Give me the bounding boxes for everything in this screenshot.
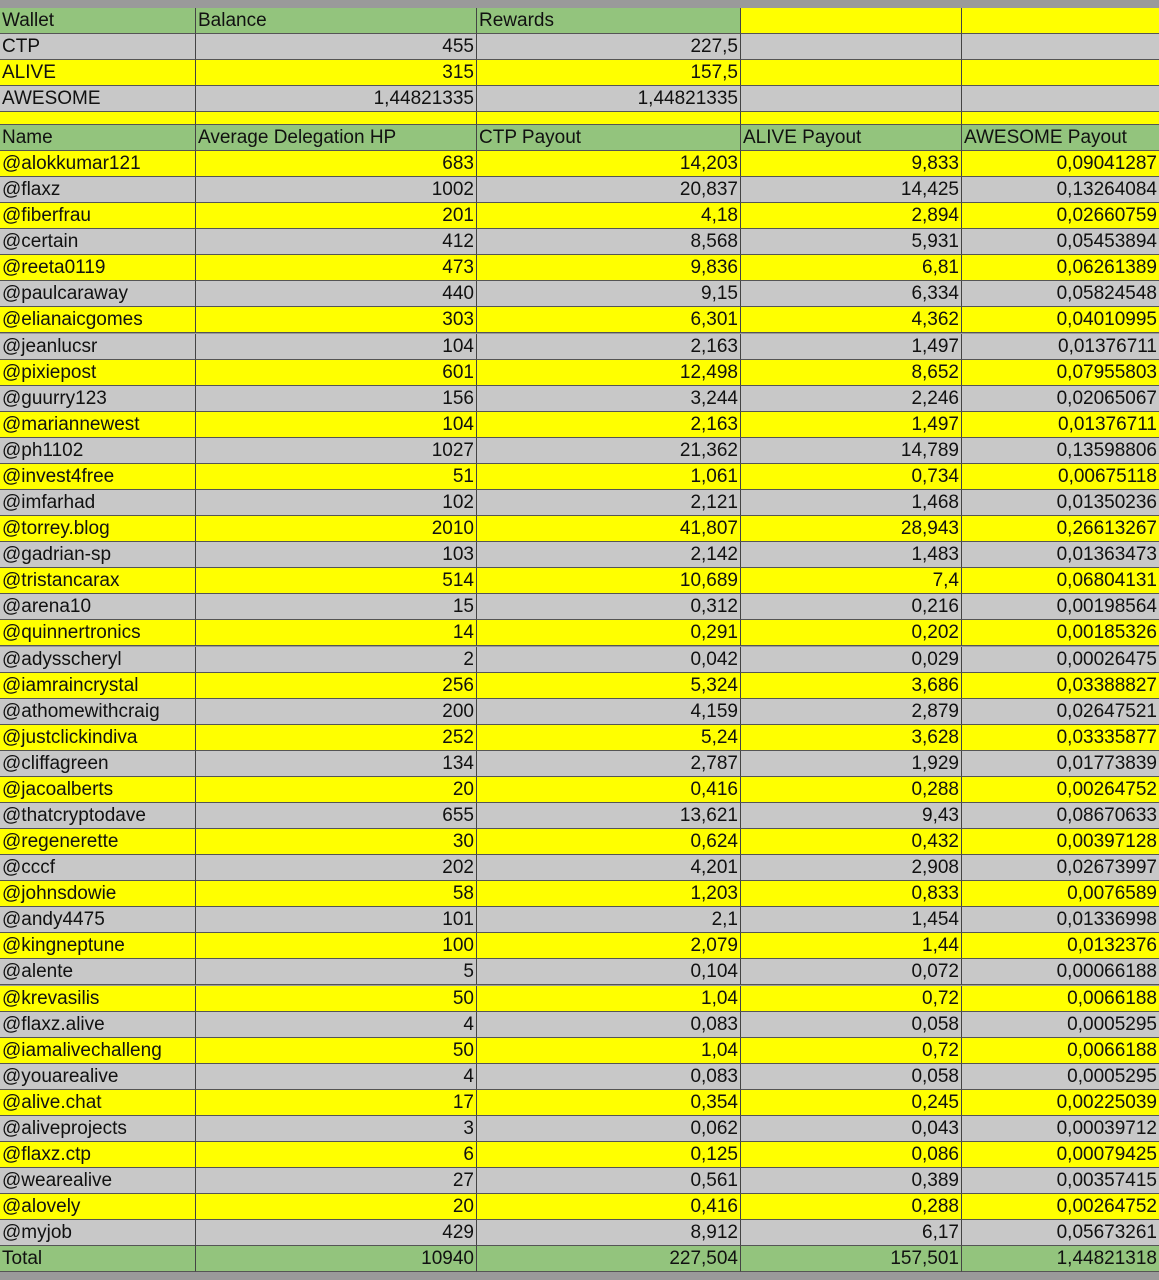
alive-payout-cell[interactable]: 2,246 [741, 386, 962, 412]
hp-cell[interactable]: 683 [196, 151, 477, 177]
alive-payout-cell[interactable]: 7,4 [741, 568, 962, 594]
total-hp-cell[interactable]: 10940 [196, 1246, 477, 1272]
alive-payout-cell[interactable]: 1,454 [741, 907, 962, 933]
hp-cell[interactable]: 440 [196, 281, 477, 307]
name-cell[interactable]: @youarealive [0, 1064, 196, 1090]
name-header-cell[interactable]: Name [0, 125, 196, 151]
ctp-payout-cell[interactable]: 2,142 [477, 542, 741, 568]
alive-payout-cell[interactable]: 14,425 [741, 177, 962, 203]
awesome-payout-cell[interactable]: 0,08670633 [962, 803, 1159, 829]
table-row [0, 177, 1159, 203]
wallet-rewards-cell[interactable]: 227,5 [477, 34, 741, 60]
name-cell[interactable]: @andy4475 [0, 907, 196, 933]
alive-payout-cell[interactable]: 2,894 [741, 203, 962, 229]
awesome-payout-cell[interactable]: 0,00225039 [962, 1090, 1159, 1116]
table-row [0, 620, 1159, 646]
awesome-payout-cell[interactable]: 0,01336998 [962, 907, 1159, 933]
hp-cell[interactable]: 4 [196, 1012, 477, 1038]
table-row [0, 1168, 1159, 1194]
empty-cell[interactable] [741, 34, 962, 60]
table-row [0, 1038, 1159, 1064]
wallet-header-row [0, 8, 1159, 34]
ctp-payout-cell[interactable]: 0,083 [477, 1064, 741, 1090]
hp-cell[interactable]: 50 [196, 1038, 477, 1064]
name-cell[interactable]: @athomewithcraig [0, 699, 196, 725]
table-row [0, 542, 1159, 568]
ctp-payout-cell[interactable]: 0,291 [477, 620, 741, 646]
awesome-header-cell[interactable]: AWESOME Payout [962, 125, 1159, 151]
table-row [0, 881, 1159, 907]
name-cell[interactable]: @flaxz [0, 177, 196, 203]
hp-cell[interactable]: 473 [196, 255, 477, 281]
table-row [0, 334, 1159, 360]
alive-payout-cell[interactable]: 2,879 [741, 699, 962, 725]
table-row [0, 829, 1159, 855]
table-row [0, 281, 1159, 307]
hp-cell[interactable]: 655 [196, 803, 477, 829]
name-cell[interactable]: @wearealive [0, 1168, 196, 1194]
table-row [0, 412, 1159, 438]
table-row [0, 933, 1159, 959]
name-cell[interactable]: @flaxz.alive [0, 1012, 196, 1038]
hp-cell[interactable]: 202 [196, 855, 477, 881]
ctp-payout-cell[interactable]: 4,159 [477, 699, 741, 725]
ctp-payout-cell[interactable]: 8,568 [477, 229, 741, 255]
hp-cell[interactable]: 134 [196, 751, 477, 777]
ctp-payout-cell[interactable]: 2,121 [477, 490, 741, 516]
ctp-payout-cell[interactable]: 2,163 [477, 334, 741, 360]
alive-header-cell[interactable]: ALIVE Payout [741, 125, 962, 151]
alive-payout-cell[interactable]: 0,245 [741, 1090, 962, 1116]
ctp-payout-cell[interactable]: 21,362 [477, 438, 741, 464]
ctp-payout-cell[interactable]: 2,1 [477, 907, 741, 933]
wallet-header-cell[interactable]: Wallet [0, 8, 196, 34]
table-row [0, 307, 1159, 333]
awesome-payout-cell[interactable]: 0,00185326 [962, 620, 1159, 646]
ctp-payout-cell[interactable]: 10,689 [477, 568, 741, 594]
table-row [0, 1064, 1159, 1090]
awesome-payout-cell[interactable]: 0,05824548 [962, 281, 1159, 307]
hp-cell[interactable]: 58 [196, 881, 477, 907]
awesome-payout-cell[interactable]: 0,00357415 [962, 1168, 1159, 1194]
ctp-payout-cell[interactable]: 5,24 [477, 725, 741, 751]
table-row [0, 490, 1159, 516]
awesome-payout-cell[interactable]: 0,0076589 [962, 881, 1159, 907]
alive-payout-cell[interactable]: 9,43 [741, 803, 962, 829]
awesome-payout-cell[interactable]: 0,06804131 [962, 568, 1159, 594]
hp-cell[interactable]: 103 [196, 542, 477, 568]
alive-payout-cell[interactable]: 0,216 [741, 594, 962, 620]
table-row [0, 464, 1159, 490]
name-cell[interactable]: @imfarhad [0, 490, 196, 516]
ctp-payout-cell[interactable]: 0,042 [477, 647, 741, 673]
table-row [0, 959, 1159, 985]
name-cell[interactable]: @myjob [0, 1220, 196, 1246]
alive-payout-cell[interactable]: 0,389 [741, 1168, 962, 1194]
name-cell[interactable]: @flaxz.ctp [0, 1142, 196, 1168]
hp-cell[interactable]: 50 [196, 986, 477, 1012]
table-row [0, 1194, 1159, 1220]
empty-cell[interactable] [962, 8, 1159, 34]
table-row [0, 1142, 1159, 1168]
awesome-payout-cell[interactable]: 0,03388827 [962, 673, 1159, 699]
alive-payout-cell[interactable]: 0,288 [741, 777, 962, 803]
table-row [0, 568, 1159, 594]
awesome-payout-cell[interactable]: 0,0005295 [962, 1064, 1159, 1090]
alive-payout-cell[interactable]: 0,432 [741, 829, 962, 855]
ctp-payout-cell[interactable]: 0,312 [477, 594, 741, 620]
name-cell[interactable]: @pixiepost [0, 360, 196, 386]
table-row [0, 360, 1159, 386]
ctp-payout-cell[interactable]: 1,04 [477, 986, 741, 1012]
awesome-payout-cell[interactable]: 0,06261389 [962, 255, 1159, 281]
hp-cell[interactable]: 156 [196, 386, 477, 412]
awesome-payout-cell[interactable]: 0,05673261 [962, 1220, 1159, 1246]
ctp-payout-cell[interactable]: 6,301 [477, 307, 741, 333]
hp-cell[interactable]: 201 [196, 203, 477, 229]
alive-payout-cell[interactable]: 1,468 [741, 490, 962, 516]
alive-payout-cell[interactable]: 1,44 [741, 933, 962, 959]
empty-cell[interactable] [196, 112, 477, 125]
table-row [0, 386, 1159, 412]
wallet-rewards-cell[interactable]: 157,5 [477, 60, 741, 86]
ctp-payout-cell[interactable]: 4,201 [477, 855, 741, 881]
awesome-payout-cell[interactable]: 0,01376711 [962, 412, 1159, 438]
awesome-payout-cell[interactable]: 0,00039712 [962, 1116, 1159, 1142]
hp-cell[interactable]: 4 [196, 1064, 477, 1090]
alive-payout-cell[interactable]: 0,202 [741, 620, 962, 646]
hp-cell[interactable]: 412 [196, 229, 477, 255]
wallet-balance-cell[interactable]: 1,44821335 [196, 86, 477, 112]
name-cell[interactable]: @certain [0, 229, 196, 255]
hp-cell[interactable]: 17 [196, 1090, 477, 1116]
awesome-payout-cell[interactable]: 0,02647521 [962, 699, 1159, 725]
spacer-row [0, 112, 1159, 125]
table-row [0, 255, 1159, 281]
hp-cell[interactable]: 252 [196, 725, 477, 751]
empty-cell[interactable] [477, 112, 741, 125]
name-cell[interactable]: @guurry123 [0, 386, 196, 412]
awesome-payout-cell[interactable]: 0,00264752 [962, 777, 1159, 803]
ctp-payout-cell[interactable]: 0,083 [477, 1012, 741, 1038]
ctp-payout-cell[interactable]: 0,354 [477, 1090, 741, 1116]
hp-cell[interactable]: 101 [196, 907, 477, 933]
alive-payout-cell[interactable]: 1,497 [741, 412, 962, 438]
table-row [0, 699, 1159, 725]
ctp-payout-cell[interactable]: 41,807 [477, 516, 741, 542]
awesome-payout-cell[interactable]: 0,0005295 [962, 1012, 1159, 1038]
alive-payout-cell[interactable]: 1,929 [741, 751, 962, 777]
ctp-payout-cell[interactable]: 13,621 [477, 803, 741, 829]
hp-cell[interactable]: 15 [196, 594, 477, 620]
wallet-row [0, 86, 1159, 112]
table-row [0, 438, 1159, 464]
ctp-payout-cell[interactable]: 5,324 [477, 673, 741, 699]
ctp-payout-cell[interactable]: 1,061 [477, 464, 741, 490]
alive-payout-cell[interactable]: 14,789 [741, 438, 962, 464]
name-cell[interactable]: @tristancarax [0, 568, 196, 594]
total-label-cell[interactable]: Total [0, 1246, 196, 1272]
alive-payout-cell[interactable]: 0,072 [741, 959, 962, 985]
hp-cell[interactable]: 102 [196, 490, 477, 516]
name-cell[interactable]: @alokkumar121 [0, 151, 196, 177]
name-cell[interactable]: @reeta0119 [0, 255, 196, 281]
awesome-payout-cell[interactable]: 0,05453894 [962, 229, 1159, 255]
awesome-payout-cell[interactable]: 0,13264084 [962, 177, 1159, 203]
table-row [0, 1090, 1159, 1116]
name-cell[interactable]: @alive.chat [0, 1090, 196, 1116]
awesome-payout-cell[interactable]: 0,00198564 [962, 594, 1159, 620]
alive-payout-cell[interactable]: 0,086 [741, 1142, 962, 1168]
empty-cell[interactable] [962, 112, 1159, 125]
alive-payout-cell[interactable]: 5,931 [741, 229, 962, 255]
table-row [0, 594, 1159, 620]
name-cell[interactable]: @adysscheryl [0, 647, 196, 673]
empty-cell[interactable] [741, 112, 962, 125]
hp-cell[interactable]: 14 [196, 620, 477, 646]
name-cell[interactable]: @jeanlucsr [0, 334, 196, 360]
table-row [0, 986, 1159, 1012]
name-cell[interactable]: @cccf [0, 855, 196, 881]
alive-payout-cell[interactable]: 4,362 [741, 307, 962, 333]
hp-cell[interactable]: 1027 [196, 438, 477, 464]
empty-cell[interactable] [0, 112, 196, 125]
hp-cell[interactable]: 51 [196, 464, 477, 490]
name-cell[interactable]: @alovely [0, 1194, 196, 1220]
name-cell[interactable]: @invest4free [0, 464, 196, 490]
ctp-payout-cell[interactable]: 2,163 [477, 412, 741, 438]
ctp-payout-cell[interactable]: 2,787 [477, 751, 741, 777]
table-header-row [0, 125, 1159, 151]
wallet-balance-cell[interactable]: 455 [196, 34, 477, 60]
awesome-payout-cell[interactable]: 0,00397128 [962, 829, 1159, 855]
hp-cell[interactable]: 601 [196, 360, 477, 386]
wallet-rewards-cell[interactable]: 1,44821335 [477, 86, 741, 112]
name-cell[interactable]: @paulcaraway [0, 281, 196, 307]
ctp-payout-cell[interactable]: 0,416 [477, 1194, 741, 1220]
ctp-payout-cell[interactable]: 8,912 [477, 1220, 741, 1246]
alive-payout-cell[interactable]: 0,029 [741, 647, 962, 673]
table-row [0, 516, 1159, 542]
table-row [0, 855, 1159, 881]
ctp-payout-cell[interactable]: 0,104 [477, 959, 741, 985]
table-row [0, 1220, 1159, 1246]
awesome-payout-cell[interactable]: 0,00026475 [962, 647, 1159, 673]
awesome-payout-cell[interactable]: 0,00079425 [962, 1142, 1159, 1168]
ctp-payout-cell[interactable]: 0,125 [477, 1142, 741, 1168]
name-cell[interactable]: @alente [0, 959, 196, 985]
wallet-row [0, 60, 1159, 86]
ctp-payout-cell[interactable]: 0,624 [477, 829, 741, 855]
alive-payout-cell[interactable]: 6,334 [741, 281, 962, 307]
name-cell[interactable]: @quinnertronics [0, 620, 196, 646]
awesome-payout-cell[interactable]: 0,26613267 [962, 516, 1159, 542]
ctp-payout-cell[interactable]: 3,244 [477, 386, 741, 412]
hp-cell[interactable]: 27 [196, 1168, 477, 1194]
hp-header-cell[interactable]: Average Delegation HP [196, 125, 477, 151]
table-row [0, 777, 1159, 803]
hp-cell[interactable]: 5 [196, 959, 477, 985]
total-row [0, 1246, 1159, 1272]
table-row [0, 151, 1159, 177]
name-cell[interactable]: @gadrian-sp [0, 542, 196, 568]
name-cell[interactable]: @iamraincrystal [0, 673, 196, 699]
awesome-payout-cell[interactable]: 0,0132376 [962, 933, 1159, 959]
ctp-payout-cell[interactable]: 2,079 [477, 933, 741, 959]
awesome-payout-cell[interactable]: 0,02660759 [962, 203, 1159, 229]
table-row [0, 751, 1159, 777]
hp-cell[interactable]: 2010 [196, 516, 477, 542]
awesome-payout-cell[interactable]: 0,04010995 [962, 307, 1159, 333]
empty-cell[interactable] [741, 86, 962, 112]
awesome-payout-cell[interactable]: 0,0066188 [962, 1038, 1159, 1064]
awesome-payout-cell[interactable]: 0,13598806 [962, 438, 1159, 464]
name-cell[interactable]: @elianaicgomes [0, 307, 196, 333]
ctp-header-cell[interactable]: CTP Payout [477, 125, 741, 151]
hp-cell[interactable]: 1002 [196, 177, 477, 203]
alive-payout-cell[interactable]: 9,833 [741, 151, 962, 177]
awesome-payout-cell[interactable]: 0,00675118 [962, 464, 1159, 490]
balance-header-cell[interactable]: Balance [196, 8, 477, 34]
hp-cell[interactable]: 104 [196, 334, 477, 360]
alive-payout-cell[interactable]: 1,497 [741, 334, 962, 360]
name-cell[interactable]: @ph1102 [0, 438, 196, 464]
ctp-payout-cell[interactable]: 20,837 [477, 177, 741, 203]
wallet-balance-cell[interactable]: 315 [196, 60, 477, 86]
hp-cell[interactable]: 256 [196, 673, 477, 699]
hp-cell[interactable]: 104 [196, 412, 477, 438]
table-row [0, 907, 1159, 933]
alive-payout-cell[interactable]: 28,943 [741, 516, 962, 542]
empty-cell[interactable] [962, 86, 1159, 112]
alive-payout-cell[interactable]: 0,043 [741, 1116, 962, 1142]
name-cell[interactable]: @torrey.blog [0, 516, 196, 542]
awesome-payout-cell[interactable]: 0,02673997 [962, 855, 1159, 881]
ctp-payout-cell[interactable]: 1,04 [477, 1038, 741, 1064]
table-row [0, 673, 1159, 699]
table-row [0, 647, 1159, 673]
hp-cell[interactable]: 6 [196, 1142, 477, 1168]
wallet-name-cell[interactable]: ALIVE [0, 60, 196, 86]
ctp-payout-cell[interactable]: 0,561 [477, 1168, 741, 1194]
ctp-payout-cell[interactable]: 0,416 [477, 777, 741, 803]
wallet-name-cell[interactable]: AWESOME [0, 86, 196, 112]
awesome-payout-cell[interactable]: 0,00264752 [962, 1194, 1159, 1220]
hp-cell[interactable]: 429 [196, 1220, 477, 1246]
empty-cell[interactable] [741, 60, 962, 86]
awesome-payout-cell[interactable]: 0,07955803 [962, 360, 1159, 386]
name-cell[interactable]: @thatcryptodave [0, 803, 196, 829]
rewards-header-cell[interactable]: Rewards [477, 8, 741, 34]
name-cell[interactable]: @iamalivechalleng [0, 1038, 196, 1064]
ctp-payout-cell[interactable]: 9,836 [477, 255, 741, 281]
ctp-payout-cell[interactable]: 14,203 [477, 151, 741, 177]
name-cell[interactable]: @krevasilis [0, 986, 196, 1012]
name-cell[interactable]: @fiberfrau [0, 203, 196, 229]
alive-payout-cell[interactable]: 6,81 [741, 255, 962, 281]
awesome-payout-cell[interactable]: 0,01773839 [962, 751, 1159, 777]
name-cell[interactable]: @jacoalberts [0, 777, 196, 803]
hp-cell[interactable]: 514 [196, 568, 477, 594]
wallet-name-cell[interactable]: CTP [0, 34, 196, 60]
hp-cell[interactable]: 303 [196, 307, 477, 333]
ctp-payout-cell[interactable]: 9,15 [477, 281, 741, 307]
alive-payout-cell[interactable]: 0,734 [741, 464, 962, 490]
hp-cell[interactable]: 20 [196, 777, 477, 803]
alive-payout-cell[interactable]: 1,483 [741, 542, 962, 568]
awesome-payout-cell[interactable]: 0,0066188 [962, 986, 1159, 1012]
table-row [0, 229, 1159, 255]
table-row [0, 1116, 1159, 1142]
alive-payout-cell[interactable]: 2,908 [741, 855, 962, 881]
name-cell[interactable]: @arena10 [0, 594, 196, 620]
name-cell[interactable]: @regenerette [0, 829, 196, 855]
hp-cell[interactable]: 2 [196, 647, 477, 673]
alive-payout-cell[interactable]: 3,628 [741, 725, 962, 751]
name-cell[interactable]: @kingneptune [0, 933, 196, 959]
table-row [0, 803, 1159, 829]
awesome-payout-cell[interactable]: 0,01363473 [962, 542, 1159, 568]
table-row [0, 725, 1159, 751]
awesome-payout-cell[interactable]: 0,09041287 [962, 151, 1159, 177]
table-row [0, 203, 1159, 229]
hp-cell[interactable]: 3 [196, 1116, 477, 1142]
awesome-payout-cell[interactable]: 0,01350236 [962, 490, 1159, 516]
hp-cell[interactable]: 100 [196, 933, 477, 959]
ctp-payout-cell[interactable]: 12,498 [477, 360, 741, 386]
ctp-payout-cell[interactable]: 4,18 [477, 203, 741, 229]
name-cell[interactable]: @mariannewest [0, 412, 196, 438]
alive-payout-cell[interactable]: 8,652 [741, 360, 962, 386]
hp-cell[interactable]: 200 [196, 699, 477, 725]
total-ctp-cell[interactable]: 227,504 [477, 1246, 741, 1272]
alive-payout-cell[interactable]: 0,288 [741, 1194, 962, 1220]
alive-payout-cell[interactable]: 6,17 [741, 1220, 962, 1246]
alive-payout-cell[interactable]: 0,72 [741, 986, 962, 1012]
name-cell[interactable]: @justclickindiva [0, 725, 196, 751]
table-row [0, 1012, 1159, 1038]
alive-payout-cell[interactable]: 3,686 [741, 673, 962, 699]
alive-payout-cell[interactable]: 0,058 [741, 1012, 962, 1038]
alive-payout-cell[interactable]: 0,833 [741, 881, 962, 907]
hp-cell[interactable]: 20 [196, 1194, 477, 1220]
total-alive-cell[interactable]: 157,501 [741, 1246, 962, 1272]
empty-cell[interactable] [962, 60, 1159, 86]
empty-cell[interactable] [962, 34, 1159, 60]
total-awesome-cell[interactable]: 1,44821318 [962, 1246, 1159, 1272]
wallet-row [0, 34, 1159, 60]
name-cell[interactable]: @aliveprojects [0, 1116, 196, 1142]
awesome-payout-cell[interactable]: 0,00066188 [962, 959, 1159, 985]
alive-payout-cell[interactable]: 0,72 [741, 1038, 962, 1064]
name-cell[interactable]: @cliffagreen [0, 751, 196, 777]
ctp-payout-cell[interactable]: 0,062 [477, 1116, 741, 1142]
awesome-payout-cell[interactable]: 0,02065067 [962, 386, 1159, 412]
hp-cell[interactable]: 30 [196, 829, 477, 855]
ctp-payout-cell[interactable]: 1,203 [477, 881, 741, 907]
name-cell[interactable]: @johnsdowie [0, 881, 196, 907]
alive-payout-cell[interactable]: 0,058 [741, 1064, 962, 1090]
awesome-payout-cell[interactable]: 0,01376711 [962, 334, 1159, 360]
awesome-payout-cell[interactable]: 0,03335877 [962, 725, 1159, 751]
empty-cell[interactable] [741, 8, 962, 34]
